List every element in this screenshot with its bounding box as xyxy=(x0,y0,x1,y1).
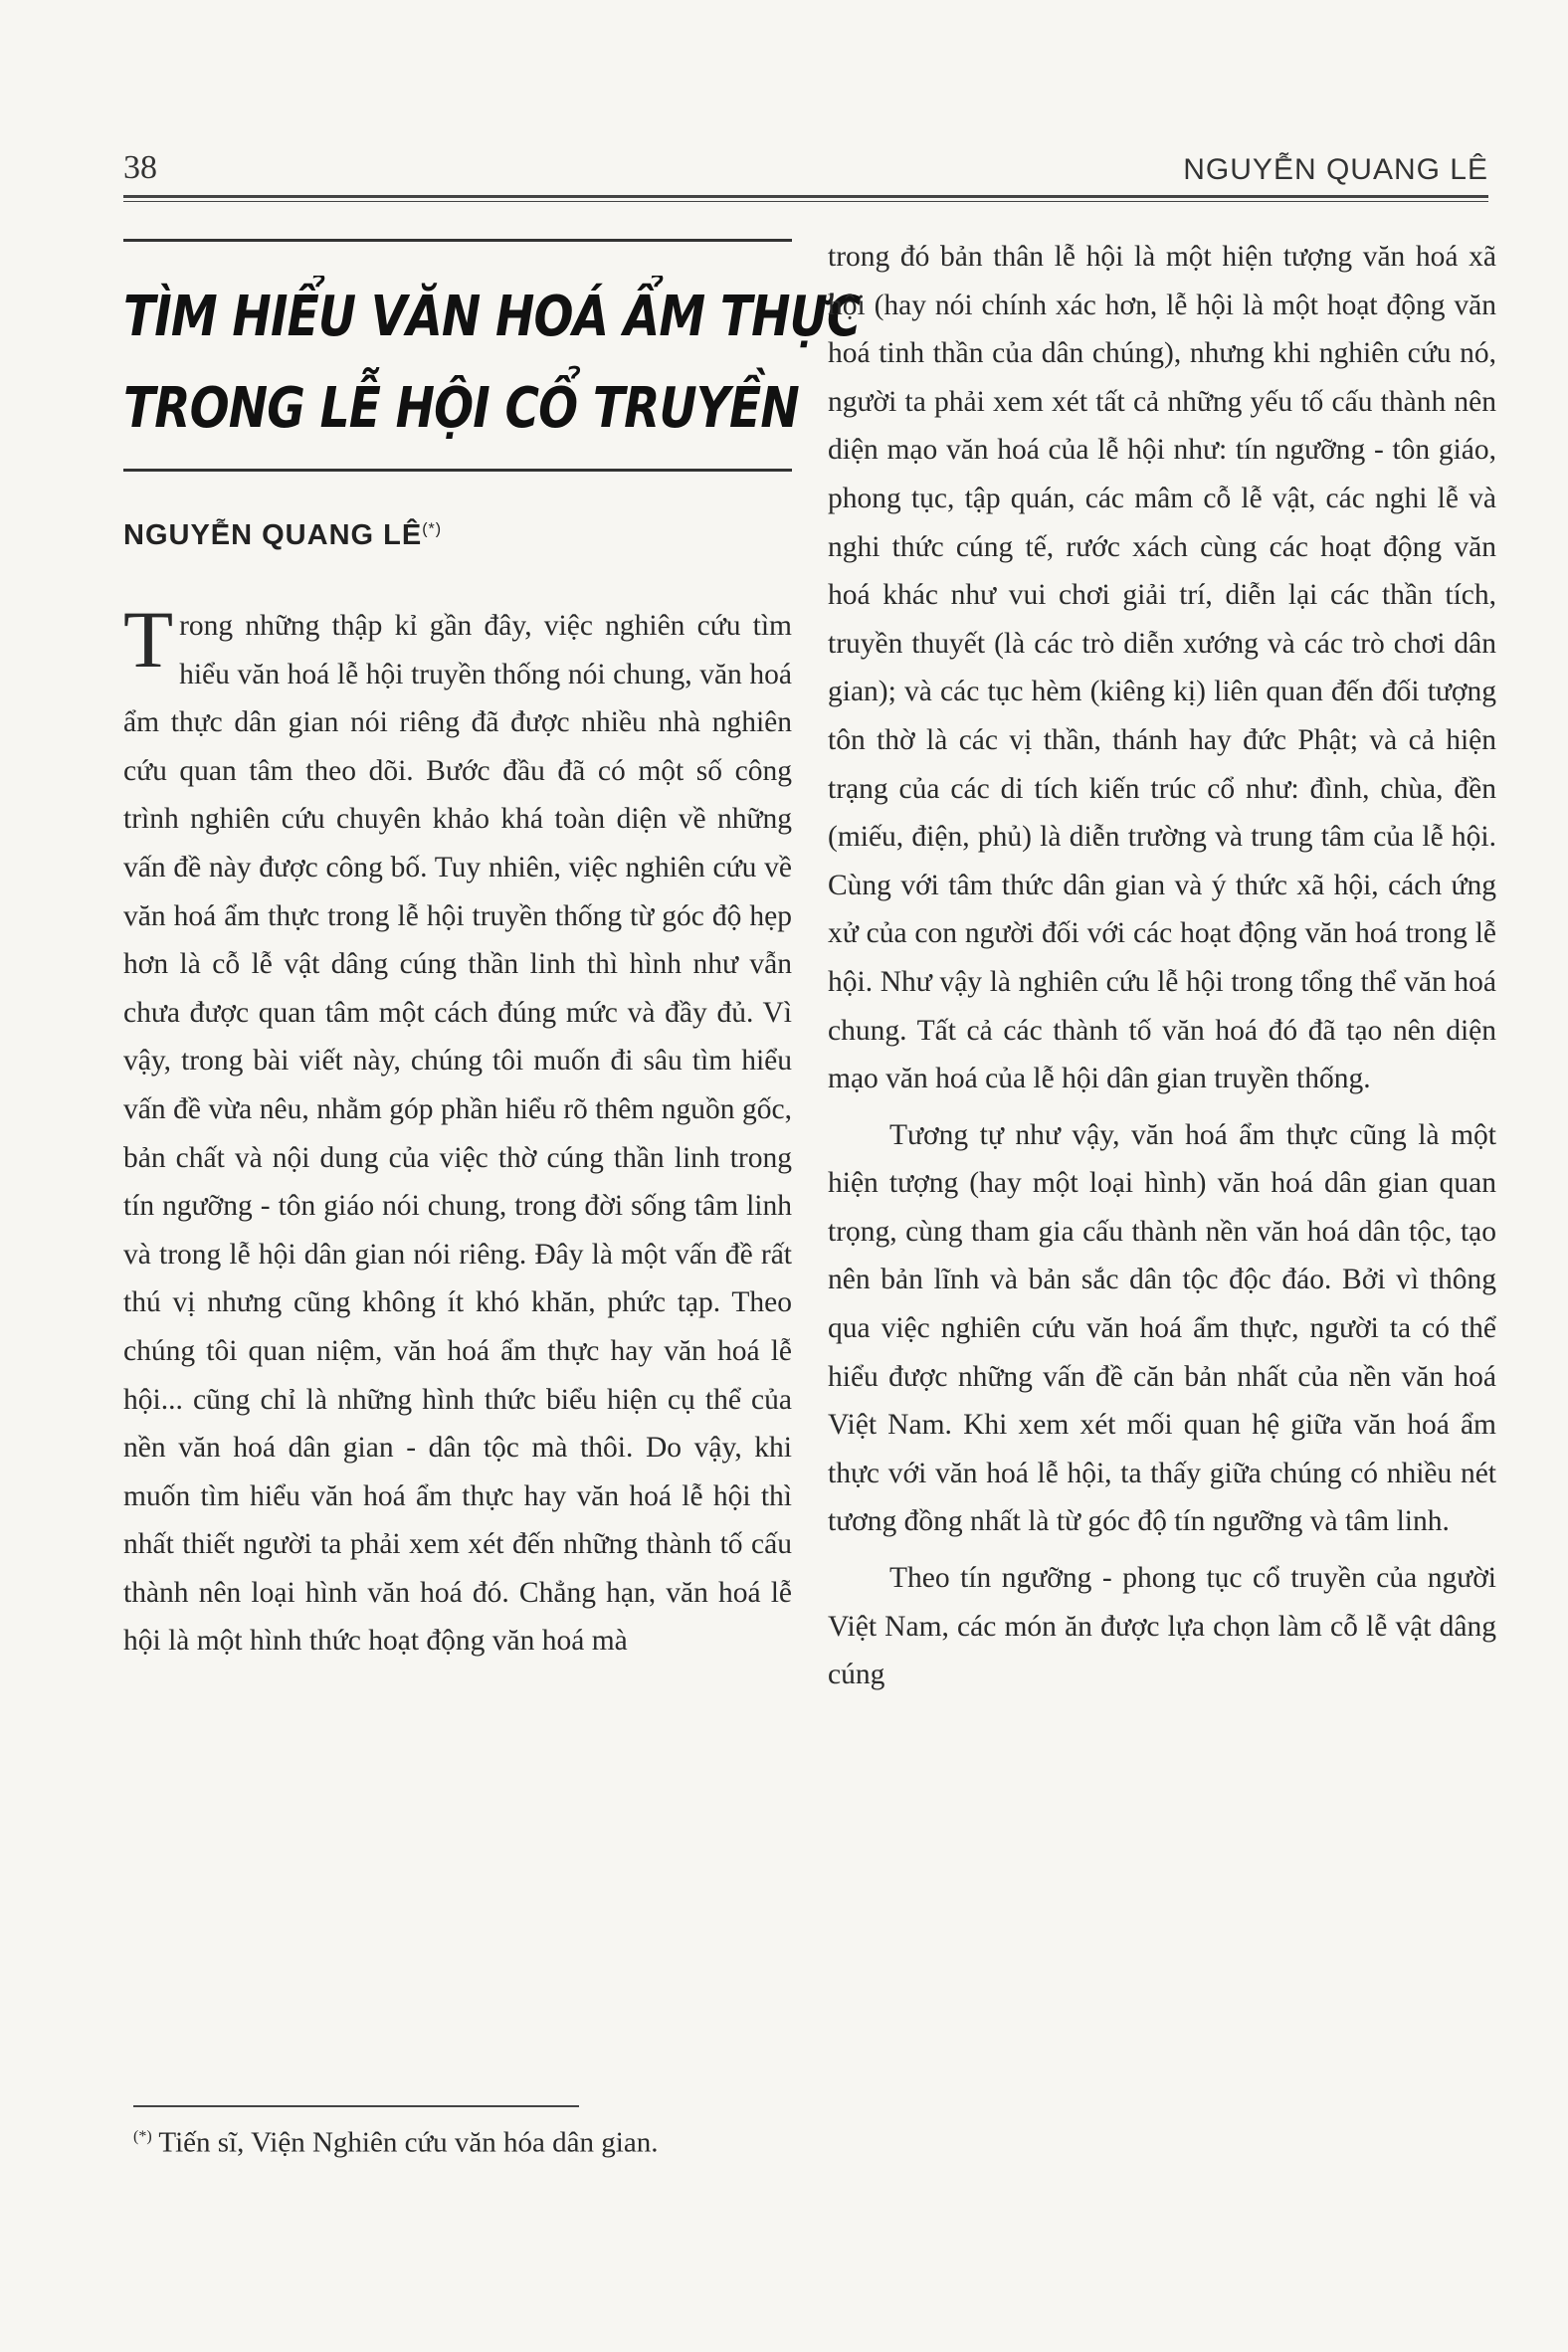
author-byline xyxy=(123,519,792,552)
header-rule-thin xyxy=(123,201,1488,202)
title-bottom-rule xyxy=(123,469,792,472)
body-paragraph: Tương tự như vậy, văn hoá ẩm thực cũng là một hiện tượng (hay một loại hình) văn hoá dân gian quan trọng, cùng tham gia cấu thành nền văn hoá dân tộc, tạo nên bản lĩnh và bản sắc dân tộc độc đáo. Bởi vì thông qua việc nghiên cứu văn hoá ẩm thực, người ta có thể hiểu được những vấn đề căn bản nhất của nền văn hoá Việt Nam. Khi xem xét mối quan hệ giữa văn hoá ẩm thực với văn hoá lễ hội, ta thấy giữa chúng có nhiều nét tương đồng nhất là từ góc độ tín ngưỡng và tâm linh. xyxy=(828,1118,1496,1538)
left-column xyxy=(123,239,861,1666)
author-name: NGUYỄN QUANG LÊ xyxy=(123,519,423,551)
title-line-1: TÌM HIỂU VĂN HOÁ ẨM THỰC xyxy=(123,285,861,349)
page-number: 38 xyxy=(123,149,157,186)
running-head: NGUYỄN QUANG LÊ xyxy=(1183,153,1488,186)
right-body-text xyxy=(828,233,1496,1699)
footnote-text: Tiến sĩ, Viện Nghiên cứu văn hóa dân gian. xyxy=(151,2126,659,2159)
header-rule xyxy=(123,195,1488,198)
title-line-2: TRONG LỄ HỘI CỔ TRUYỀN xyxy=(123,376,799,441)
title-top-rule xyxy=(123,239,792,242)
footnote-mark: (*) xyxy=(133,2128,152,2145)
drop-cap: T xyxy=(123,594,174,685)
body-paragraph: trong đó bản thân lễ hội là một hiện tượng văn hoá xã hội (hay nói chính xác hơn, lễ hội là một hoạt động văn hoá tinh thần của dân chúng), nhưng khi nghiên cứu nó, người ta phải xem xét tất cả những yếu tố cấu thành nên diện mạo văn hoá của lễ hội như: tín ngưỡng - tôn giáo, phong tục, tập quán, các mâm cỗ lễ vật, các nghi lễ và nghi thức cúng tế, rước xách cùng các hoạt động văn hoá khác như vui chơi giải trí, diễn lại các thần tích, truyền thuyết (là các trò diễn xướng và các trò chơi dân gian); và các tục hèm (kiêng kị) liên quan đến đối tượng tôn thờ là các vị thần, thánh hay đức Phật; và cả hiện trạng của các di tích kiến trúc cổ như: đình, chùa, đền (miếu, điện, phủ) là diễn trường và trung tâm của lễ hội. Cùng với tâm thức dân gian và ý thức xã hội, cách ứng xử của con người đối với các hoạt động văn hoá trong lễ hội. Như vậy là nghiên cứu lễ hội trong tổng thể văn hoá chung. Tất cả các thành tố văn hoá đó đã tạo nên diện mạo văn hoá của lễ hội dân gian truyền thống. xyxy=(828,241,1496,1095)
paragraph-text: rong những thập kỉ gần đây, việc nghiên cứu tìm hiểu văn hoá lễ hội truyền thống nói chung, văn hoá ẩm thực dân gian nói riêng đã được nhiều nhà nghiên cứu quan tâm theo dõi. Bước đầu đã có một số công trình nghiên cứu chuyên khảo khá toàn diện về những vấn đề này được công bố. Tuy nhiên, việc nghiên cứu về văn hoá ẩm thực trong lễ hội truyền thống từ góc độ hẹp hơn là cỗ lễ vật dâng cúng thần linh thì hình như vẫn chưa được quan tâm một cách đúng mức và đầy đủ. Vì vậy, trong bài viết này, chúng tôi muốn đi sâu tìm hiểu vấn đề vừa nêu, nhằm góp phần hiểu rõ thêm nguồn gốc, bản chất và nội dung của việc thờ cúng thần linh trong tín ngưỡng - tôn giáo nói chung, trong đời sống tâm linh và trong lễ hội dân gian nói riêng. Đây là một vấn đề rất thú vị nhưng cũng không ít khó khăn, phức tạp. Theo chúng tôi quan niệm, văn hoá ẩm thực hay văn hoá lễ hội... cũng chỉ là những hình thức biểu hiện cụ thể của nền văn hoá dân gian - dân tộc mà thôi. Do vậy, khi muốn tìm hiểu văn hoá ẩm thực hay văn hoá lễ hội thì nhất thiết người ta phải xem xét đến những thành tố cấu thành nên loại hình văn hoá đó. Chẳng hạn, văn hoá lễ hội là một hình thức hoạt động văn hoá mà xyxy=(123,610,792,1658)
body-paragraph: Theo tín ngưỡng - phong tục cổ truyền của người Việt Nam, các món ăn được lựa chọn làm cỗ lễ vật dâng cúng xyxy=(828,1562,1496,1691)
article-title xyxy=(123,272,861,455)
footnote-rule xyxy=(133,2105,579,2107)
page-header xyxy=(123,149,1488,191)
body-paragraph xyxy=(123,594,792,1666)
author-footnote-mark: (*) xyxy=(422,520,443,538)
footnote xyxy=(133,2117,792,2163)
right-column xyxy=(828,233,1496,1699)
left-body-text xyxy=(123,594,792,1666)
